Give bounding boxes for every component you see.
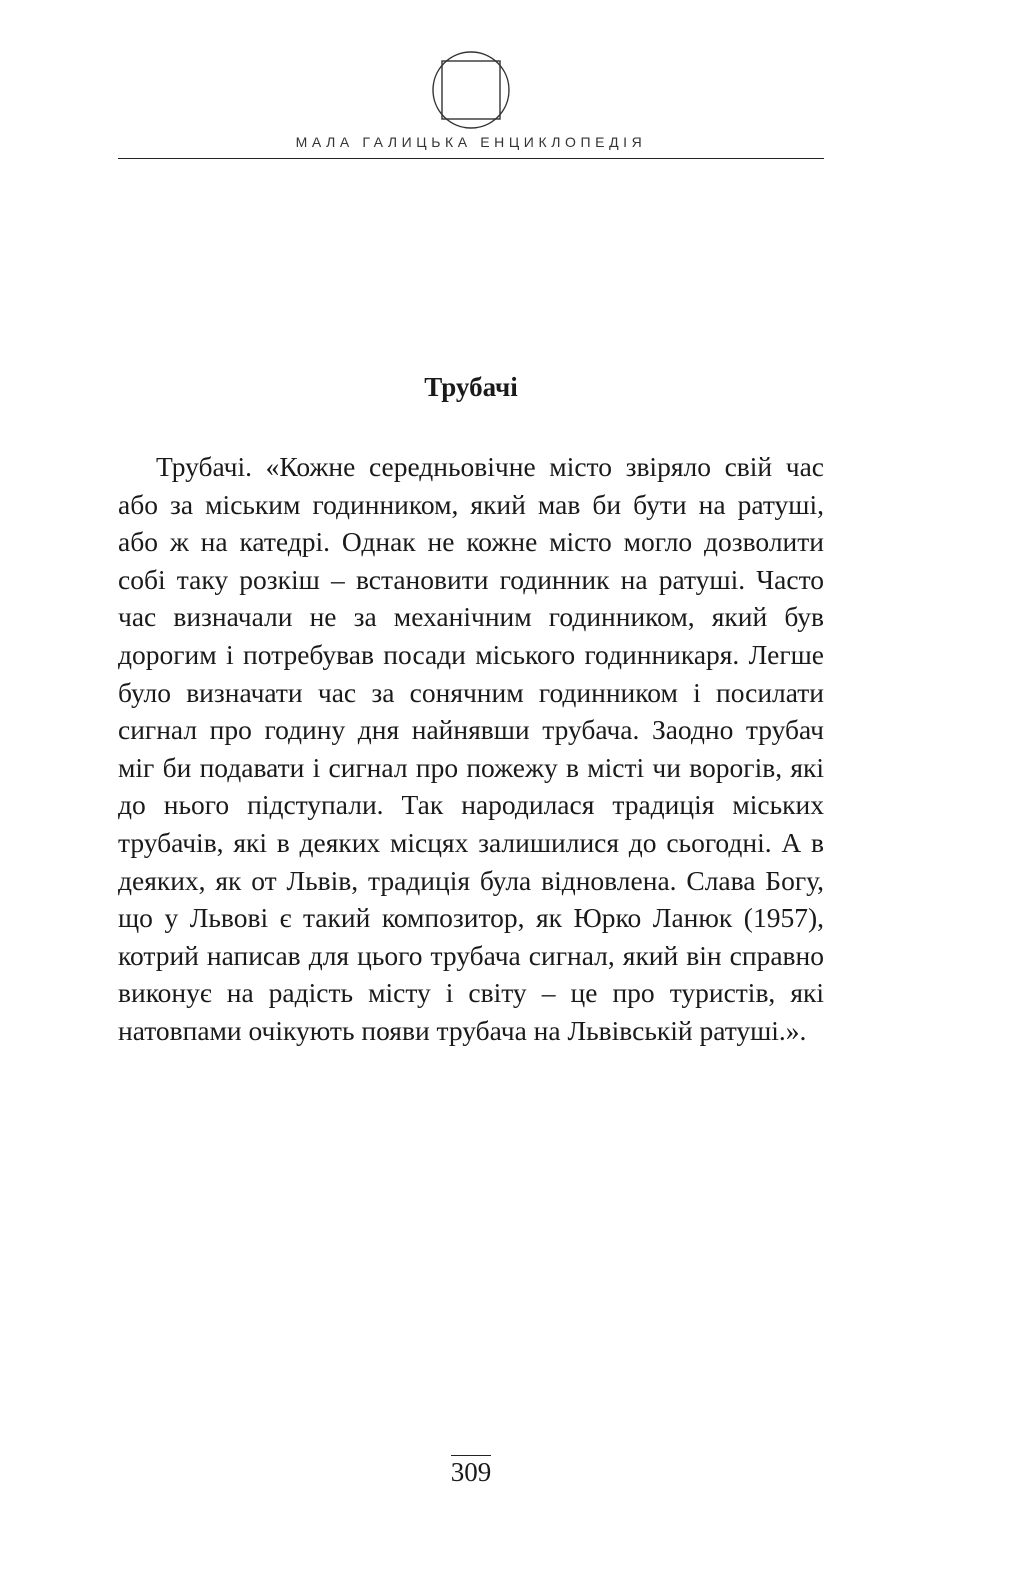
header-divider (118, 158, 824, 159)
page-number-value: 309 (450, 1457, 492, 1487)
article-title: Трубачі (424, 372, 518, 402)
circle-square-emblem-icon (431, 50, 511, 130)
running-head-title: МАЛА ГАЛИЦЬКА ЕНЦИКЛОПЕДІЯ (295, 134, 647, 150)
article-body: Трубачі. «Кожне середньовічне місто звіряло свій час або за міським годинником, який мав би бути на ратуші, або ж на катедрі. Однак не кожне місто могло дозволити собі таку розкіш – встановити годинник на ратуші. Часто час визначали не за механічним годинником, який був дорогим і потребував посади міського годинникаря. Легше було визначати час за сонячним годинником і посилати сигнал про годину дня найнявши трубача. Заодно трубач міг би подавати і сигнал про пожежу в місті чи ворогів, які до нього підступали. Так народилася традиція міських трубачів, які в деяких місцях залишилися до сьогодні. А в деяких, як от Львів, традиція була відновлена. Слава Богу, що у Львові є такий композитор, як Юрко Ланюк (1957), котрий написав для цього трубача сигнал, який він справно виконує на радість місту і світу – це про туристів, які натовпами очікують появи трубача на Львівській ратуші.». (118, 451, 824, 1046)
page-number (118, 1457, 824, 1488)
